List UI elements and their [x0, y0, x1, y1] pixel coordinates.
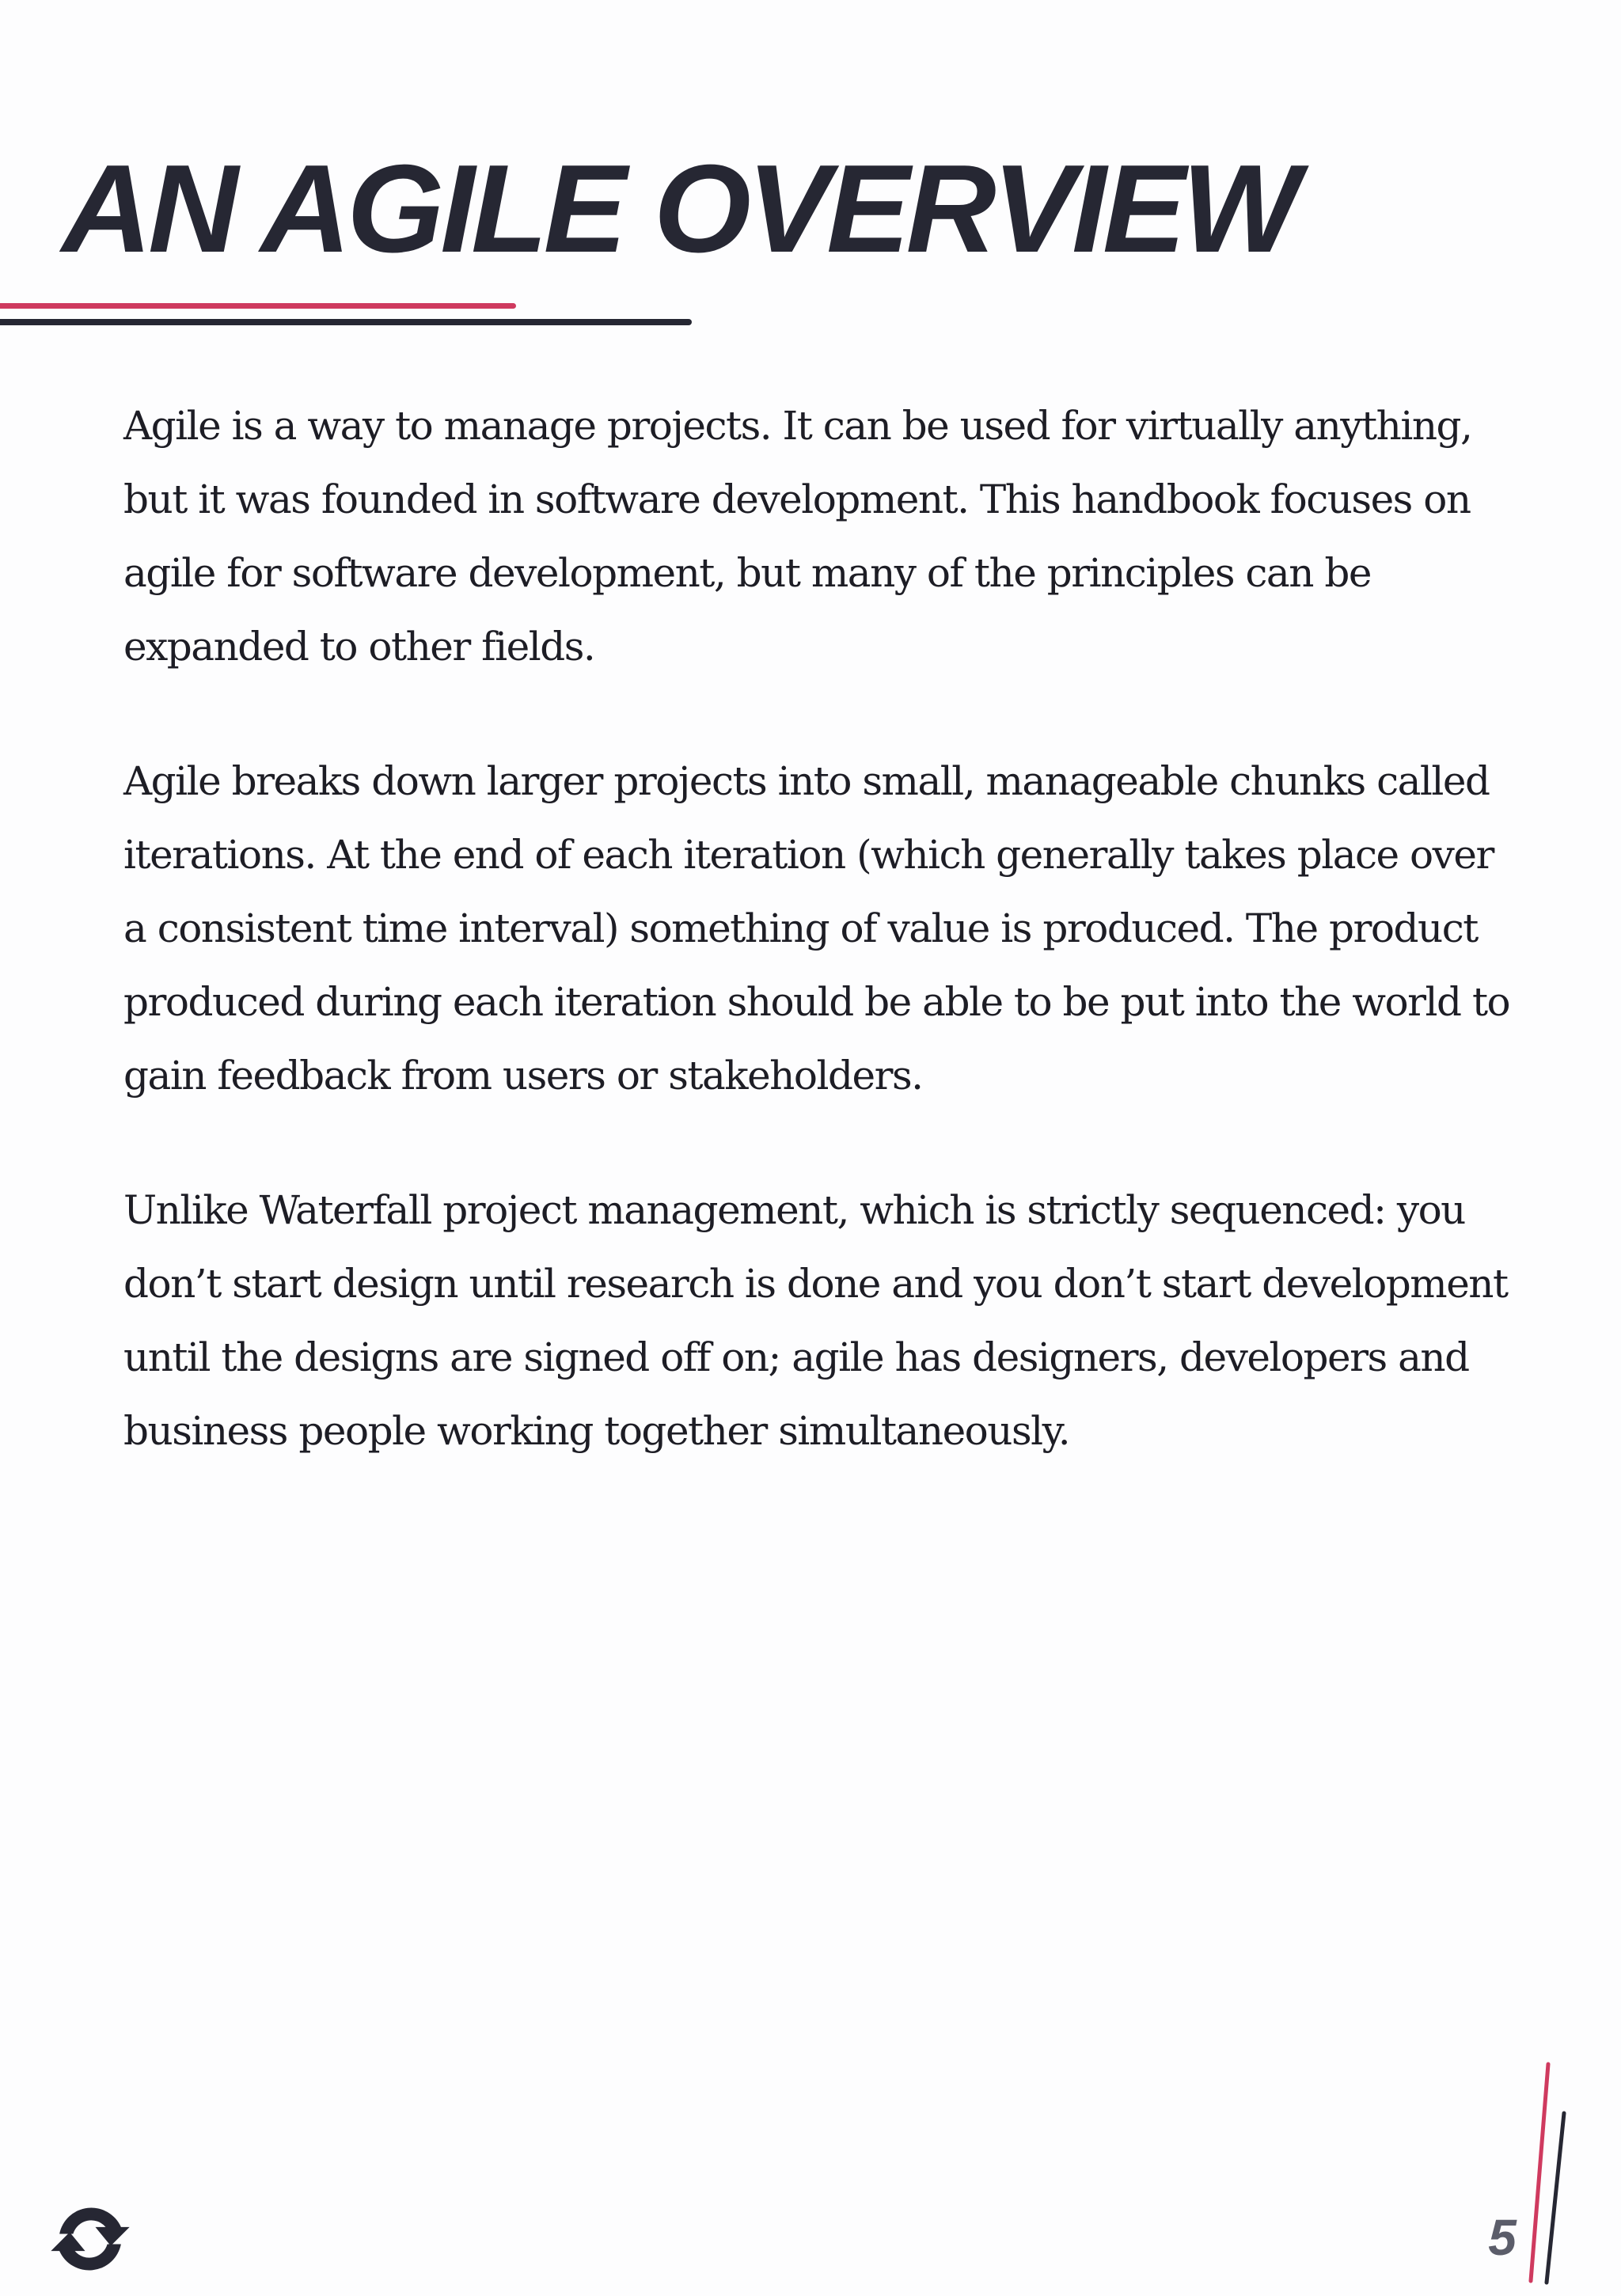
title-underline-red: [0, 303, 516, 309]
paragraph-waterfall: Unlike Waterfall project management, which is strictly sequenced: you don’t start design until research is done and you don’t start development until the designs are signed off on; agile has designers, developers and business people working together simultaneously.: [123, 1187, 1508, 1454]
paragraph-intro: Agile is a way to manage projects. It can be used for virtually anything, but it was founded in software development. This handbook focuses on agile for software development, but many of the principles can be expanded to other fields.: [123, 403, 1472, 670]
paragraph-iterations: Agile breaks down larger projects into small, manageable chunks called iterations. At the end of each iteration (which generally takes place over a consistent time interval) something of value is produced. The product produced during each iteration should be able to be put into the world to gain feedback from users or stakeholders.: [123, 758, 1510, 1099]
double-slash-icon: [1512, 2058, 1591, 2287]
page-title: AN AGILE OVERVIEW: [62, 139, 1296, 279]
circular-arrow-logo-icon: [47, 2196, 133, 2282]
body-text: [123, 389, 1517, 1529]
title-underline-dark: [0, 319, 692, 325]
page-number: 5: [1488, 2209, 1517, 2266]
